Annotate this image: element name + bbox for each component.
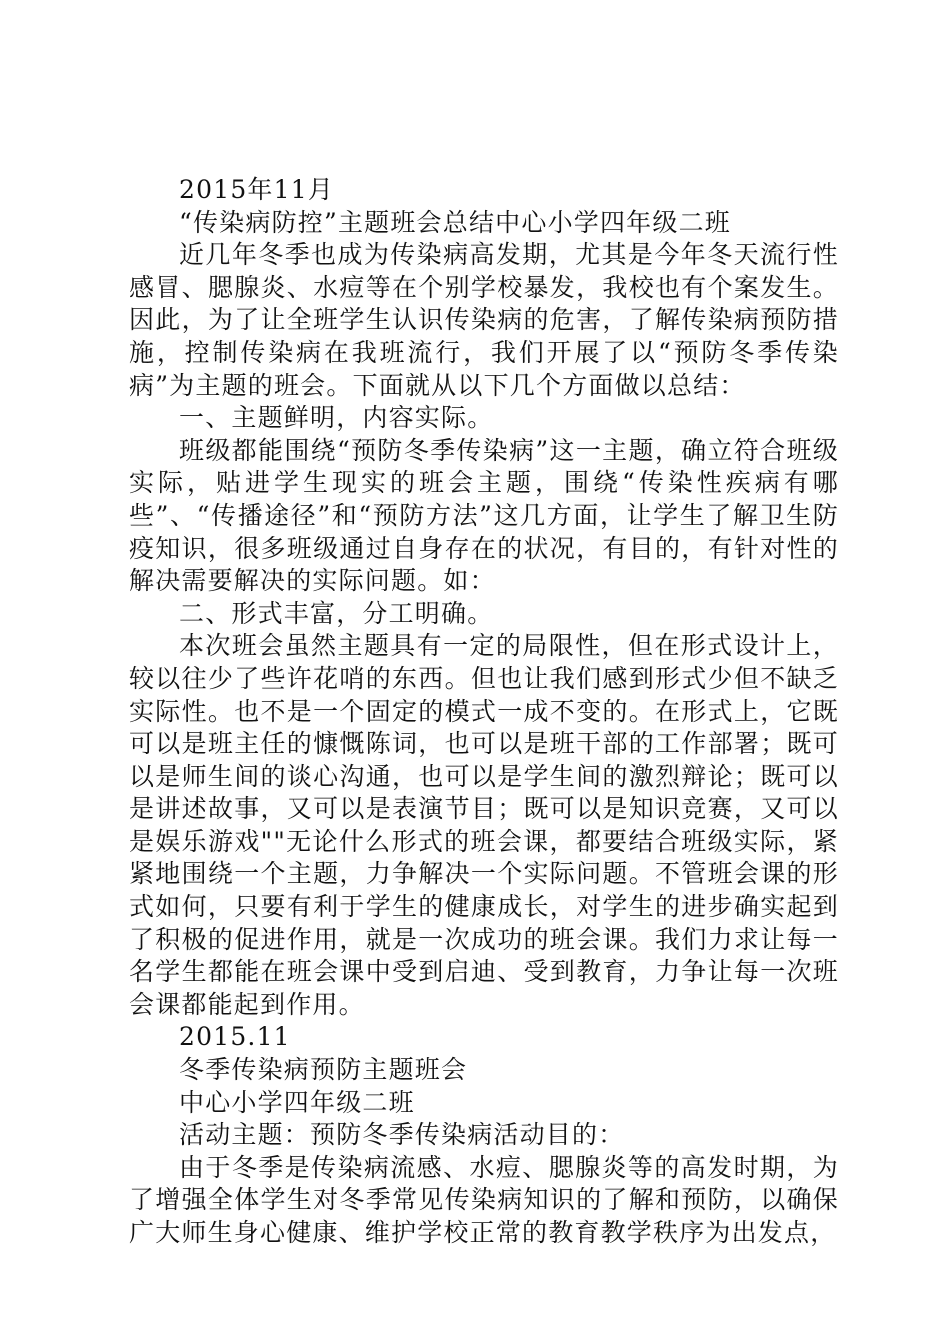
class-name: 中心小学四年级二班 [179, 1087, 415, 1117]
date-line-2: 2015.11 [179, 1022, 291, 1052]
activity-purpose-paragraph: 由于冬季是传染病流感、水痘、腮腺炎等的高发时期，为了增强全体学生对冬季常见传染病知识的了解和预防，以确保广大师生身心健康、维护学校正常的教育教学秩序为出发点， [129, 1152, 839, 1247]
section-heading-1: 一、主题鲜明，内容实际。 [179, 403, 494, 433]
section-heading-2: 二、形式丰富，分工明确。 [179, 598, 494, 628]
section-1-paragraph: 班级都能围绕“预防冬季传染病”这一主题，确立符合班级实际，贴进学生现实的班会主题，围绕“传染性疾病有哪些”、“传播途径”和“预防方法”这几方面，让学生了解卫生防疫知识，很多班级通过自身存在的状况，有目的，有针对性的解决需要解决的实际问题。如： [129, 435, 839, 596]
section-2-paragraph: 本次班会虽然主题具有一定的局限性，但在形式设计上，较以往少了些许花哨的东西。但也让我们感到形式少但不缺乏实际性。也不是一个固定的模式一成不变的。在形式上，它既可以是班主任的慷慨陈词，也可以是班干部的工作部署；既可以是师生间的谈心沟通，也可以是学生间的激烈辩论；既可以是讲述故事，又可以是表演节目；既可以是知识竞赛，又可以是娱乐游戏""无论什么形式的班会课，都要结合班级实际，紧紧地围绕一个主题，力争解决一个实际问题。不管班会课的形式如何，只要有利于学生的健康成长，对学生的进步确实起到了积极的促进作用，就是一次成功的班会课。我们力求让每一名学生都能在班会课中受到启迪、受到教育，力争让每一次班会课都能起到作用。 [129, 631, 839, 1019]
summary-title: “传染病防控”主题班会总结中心小学四年级二班 [179, 207, 731, 237]
document-body [129, 174, 839, 1250]
date-line: 2015年11月 [179, 175, 335, 204]
activity-theme: 活动主题：预防冬季传染病活动目的： [179, 1120, 625, 1150]
plan-title: 冬季传染病预防主题班会 [179, 1055, 468, 1085]
intro-paragraph: 近几年冬季也成为传染病高发期，尤其是今年冬天流行性感冒、腮腺炎、水痘等在个别学校暴发，我校也有个案发生。因此，为了让全班学生认识传染病的危害，了解传染病预防措施，控制传染病在我班流行，我们开展了以“预防冬季传染病”为主题的班会。下面就从以下几个方面做以总结： [129, 240, 839, 400]
